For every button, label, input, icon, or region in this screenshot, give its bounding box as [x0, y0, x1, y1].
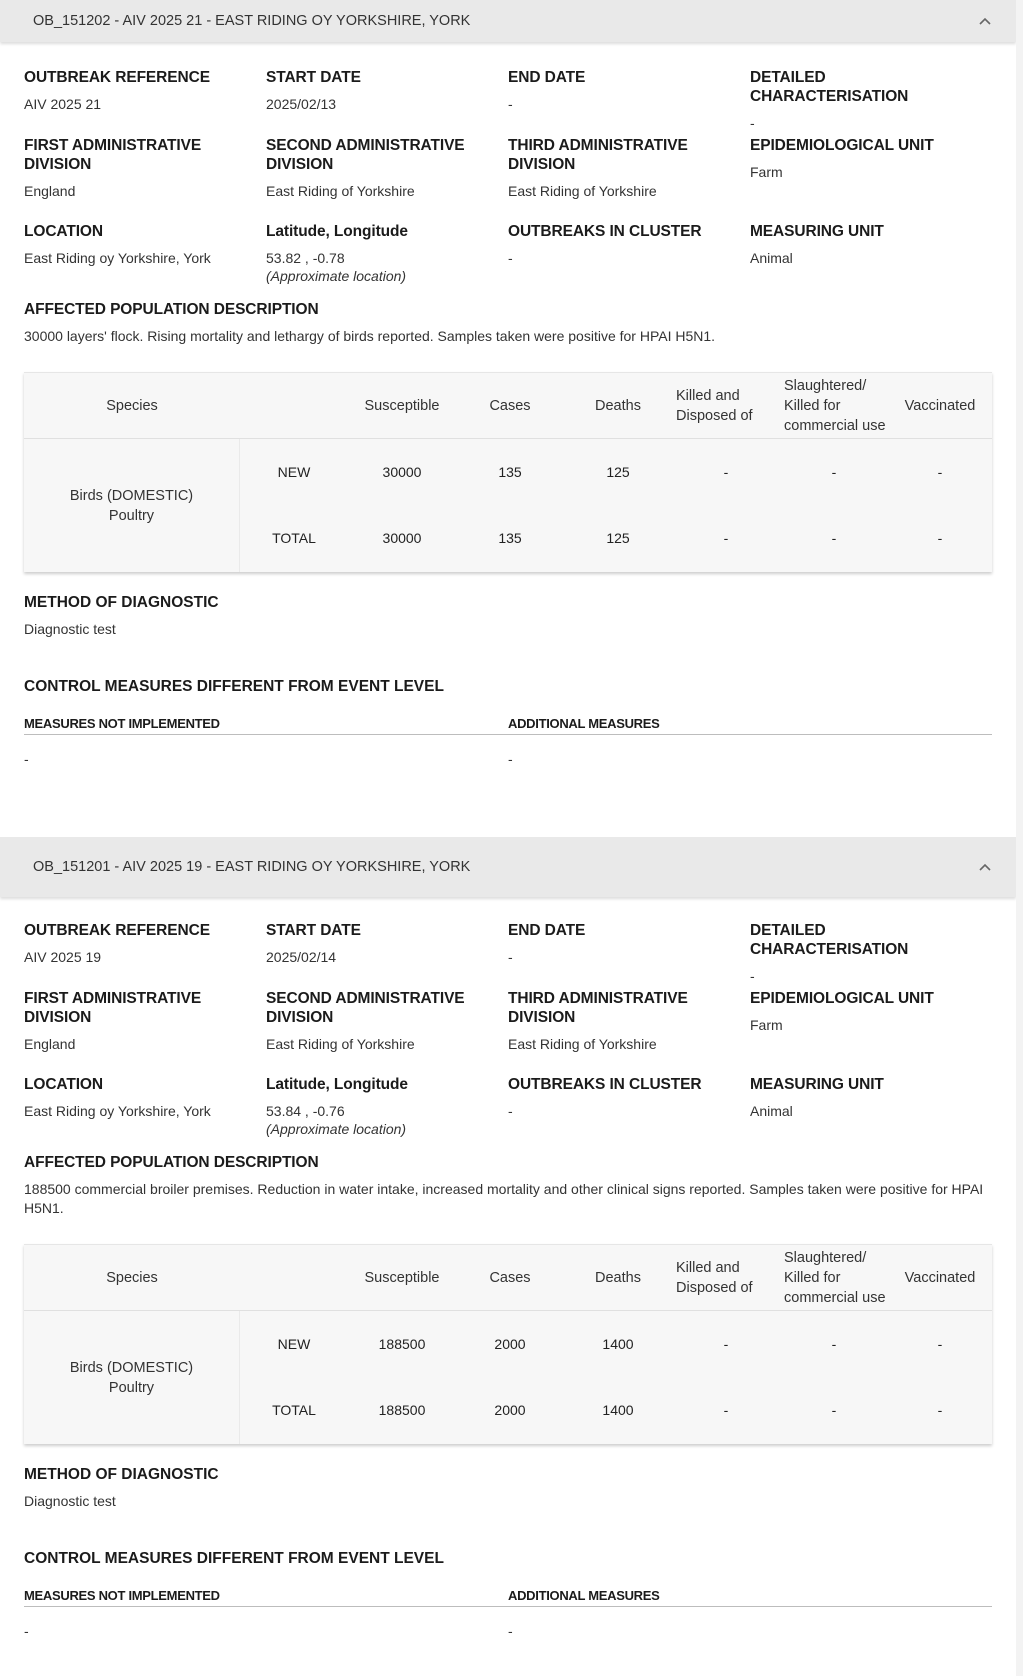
measures-not-implemented-label: MEASURES NOT IMPLEMENTED [24, 716, 220, 731]
cell-killed: - [723, 530, 729, 546]
latlon-value: 53.82 , -0.78 [266, 250, 345, 266]
location-label: LOCATION [24, 1076, 103, 1093]
table-row [240, 1311, 992, 1377]
cluster-value: - [508, 250, 513, 266]
cell-deaths: 125 [606, 530, 630, 546]
second-admin-label: SECOND ADMINISTRATIVE DIVISION [266, 990, 465, 1026]
additional-measures-label: ADDITIONAL MEASURES [508, 1588, 660, 1603]
outbreak-title: OB_151201 - AIV 2025 19 - EAST RIDING OY YORKSHIRE, YORK [33, 859, 471, 875]
detailed-characterisation-value: - [750, 968, 755, 984]
cell-type: TOTAL [272, 530, 316, 546]
epi-unit-label: EPIDEMIOLOGICAL UNIT [750, 137, 934, 154]
control-measures-label: CONTROL MEASURES DIFFERENT FROM EVENT LEVEL [24, 1550, 444, 1567]
cluster-value: - [508, 1103, 513, 1119]
start-date-value: 2025/02/13 [266, 96, 337, 112]
second-admin-label: SECOND ADMINISTRATIVE DIVISION [266, 137, 465, 173]
latlon-value: 53.84 , -0.76 [266, 1103, 345, 1119]
first-admin-label: FIRST ADMINISTRATIVE DIVISION [24, 137, 202, 173]
affected-population-value: 188500 commercial broiler premises. Reduction in water intake, increased mortality and other clinical signs reported. Samples taken were positive for HPAI H5N1. [24, 1181, 984, 1216]
latlon-label: Latitude, Longitude [266, 1076, 408, 1093]
approx-location-note: (Approximate location) [266, 268, 407, 284]
table-row [240, 505, 992, 571]
outbreak-title: OB_151202 - AIV 2025 21 - EAST RIDING OY YORKSHIRE, YORK [33, 13, 471, 29]
affected-population-value: 30000 layers' flock. Rising mortality and lethargy of birds reported. Samples taken were positive for HPAI H5N1. [24, 328, 716, 344]
additional-measures-value: - [508, 751, 513, 767]
info-row [24, 921, 992, 989]
cell-killed: - [723, 1336, 729, 1352]
approx-location-note: (Approximate location) [266, 1121, 407, 1137]
latlon-label: Latitude, Longitude [266, 223, 408, 240]
info-row [24, 989, 992, 1075]
info-row [24, 1075, 992, 1153]
species-line: Poultry [108, 1379, 155, 1396]
th-vaccinated: Vaccinated [904, 397, 976, 414]
location-label: LOCATION [24, 223, 103, 240]
th-susceptible: Susceptible [364, 397, 440, 414]
table-header-row [24, 1245, 992, 1311]
measuring-unit-value: Animal [750, 250, 793, 266]
cell-cases: 135 [498, 464, 522, 480]
epi-unit-label: EPIDEMIOLOGICAL UNIT [750, 990, 934, 1007]
outbreak-reference-label: OUTBREAK REFERENCE [24, 69, 210, 86]
cluster-label: OUTBREAKS IN CLUSTER [508, 1076, 702, 1093]
epi-unit-value: Farm [750, 1017, 783, 1033]
cell-susceptible: 30000 [382, 464, 422, 480]
outbreak-reference-value: AIV 2025 19 [24, 949, 102, 965]
first-admin-label: FIRST ADMINISTRATIVE DIVISION [24, 990, 202, 1026]
species-line: Poultry [108, 507, 155, 524]
additional-measures-value: - [508, 1623, 513, 1639]
th-cases: Cases [489, 397, 531, 414]
affected-population-label: AFFECTED POPULATION DESCRIPTION [24, 1154, 319, 1171]
cell-cases: 135 [498, 530, 522, 546]
measuring-unit-label: MEASURING UNIT [750, 223, 884, 240]
third-admin-value: East Riding of Yorkshire [508, 183, 657, 199]
measuring-unit-label: MEASURING UNIT [750, 1076, 884, 1093]
cell-cases: 2000 [494, 1402, 526, 1418]
cell-susceptible: 30000 [382, 530, 422, 546]
th-killed: Killed and Disposed of [676, 1259, 753, 1296]
cell-deaths: 1400 [602, 1336, 634, 1352]
outbreak-panel [0, 837, 1016, 1676]
outbreak-header[interactable] [0, 837, 1016, 897]
th-species: Species [106, 1269, 158, 1286]
th-type [240, 1245, 348, 1310]
cell-killed: - [723, 464, 729, 480]
species-line: Birds (DOMESTIC) [69, 1359, 194, 1376]
cell-vaccinated: - [937, 1402, 943, 1418]
first-admin-value: England [24, 1036, 76, 1052]
outbreak-panel [0, 0, 1016, 837]
measures-not-implemented-value: - [24, 1623, 29, 1639]
table-row [240, 1377, 992, 1443]
species-table [24, 1244, 992, 1444]
cell-killed: - [723, 1402, 729, 1418]
measuring-unit-value: Animal [750, 1103, 793, 1119]
start-date-label: START DATE [266, 922, 361, 939]
th-deaths: Deaths [595, 1269, 641, 1286]
cell-slaughtered: - [831, 1402, 837, 1418]
th-susceptible: Susceptible [364, 1269, 440, 1286]
location-value: East Riding oy Yorkshire, York [24, 250, 211, 266]
cell-susceptible: 188500 [378, 1402, 426, 1418]
measures-not-implemented-label: MEASURES NOT IMPLEMENTED [24, 1588, 220, 1603]
cell-slaughtered: - [831, 530, 837, 546]
first-admin-value: England [24, 183, 76, 199]
th-deaths: Deaths [595, 397, 641, 414]
cell-vaccinated: - [937, 464, 943, 480]
chevron-up-icon[interactable] [978, 14, 992, 28]
cell-vaccinated: - [937, 1336, 943, 1352]
species-cell [24, 439, 240, 572]
third-admin-value: East Riding of Yorkshire [508, 1036, 657, 1052]
end-date-value: - [508, 96, 513, 112]
th-slaughtered: Slaughtered/ Killed for commercial use [784, 377, 886, 434]
start-date-label: START DATE [266, 69, 361, 86]
control-measures-label: CONTROL MEASURES DIFFERENT FROM EVENT LEVEL [24, 678, 444, 695]
third-admin-label: THIRD ADMINISTRATIVE DIVISION [508, 990, 688, 1026]
cell-cases: 2000 [494, 1336, 526, 1352]
cell-type: NEW [277, 1336, 311, 1352]
table-row [240, 439, 992, 505]
method-label: METHOD OF DIAGNOSTIC [24, 594, 219, 611]
end-date-label: END DATE [508, 922, 586, 939]
method-value: Diagnostic test [24, 621, 116, 637]
cell-slaughtered: - [831, 1336, 837, 1352]
th-vaccinated: Vaccinated [904, 1269, 976, 1286]
cell-deaths: 125 [606, 464, 630, 480]
second-admin-value: East Riding of Yorkshire [266, 183, 415, 199]
th-species: Species [106, 397, 158, 414]
method-label: METHOD OF DIAGNOSTIC [24, 1466, 219, 1483]
cell-deaths: 1400 [602, 1402, 634, 1418]
additional-measures-label: ADDITIONAL MEASURES [508, 716, 660, 731]
species-line: Birds (DOMESTIC) [69, 487, 194, 504]
table-header-row [24, 373, 992, 439]
end-date-label: END DATE [508, 69, 586, 86]
outbreak-header[interactable] [0, 0, 1016, 42]
info-row [24, 68, 992, 136]
species-cell [24, 1311, 240, 1444]
measures-not-implemented-value: - [24, 751, 29, 767]
cluster-label: OUTBREAKS IN CLUSTER [508, 223, 702, 240]
cell-type: TOTAL [272, 1402, 316, 1418]
affected-population-label: AFFECTED POPULATION DESCRIPTION [24, 301, 319, 318]
cell-susceptible: 188500 [378, 1336, 426, 1352]
second-admin-value: East Riding of Yorkshire [266, 1036, 415, 1052]
info-row [24, 136, 992, 222]
chevron-up-icon[interactable] [978, 860, 992, 874]
cell-slaughtered: - [831, 464, 837, 480]
th-killed: Killed and Disposed of [676, 387, 753, 424]
th-slaughtered: Slaughtered/ Killed for commercial use [784, 1249, 886, 1306]
detailed-characterisation-label: DETAILED CHARACTERISATION [750, 922, 909, 958]
outbreak-reference-label: OUTBREAK REFERENCE [24, 922, 210, 939]
detailed-characterisation-value: - [750, 115, 755, 131]
start-date-value: 2025/02/14 [266, 949, 337, 965]
species-table [24, 372, 992, 572]
th-cases: Cases [489, 1269, 531, 1286]
detailed-characterisation-label: DETAILED CHARACTERISATION [750, 69, 909, 105]
outbreak-reference-value: AIV 2025 21 [24, 96, 102, 112]
epi-unit-value: Farm [750, 164, 783, 180]
location-value: East Riding oy Yorkshire, York [24, 1103, 211, 1119]
third-admin-label: THIRD ADMINISTRATIVE DIVISION [508, 137, 688, 173]
cell-vaccinated: - [937, 530, 943, 546]
th-type [240, 373, 348, 438]
end-date-value: - [508, 949, 513, 965]
info-row [24, 222, 992, 300]
cell-type: NEW [277, 464, 311, 480]
method-value: Diagnostic test [24, 1493, 116, 1509]
